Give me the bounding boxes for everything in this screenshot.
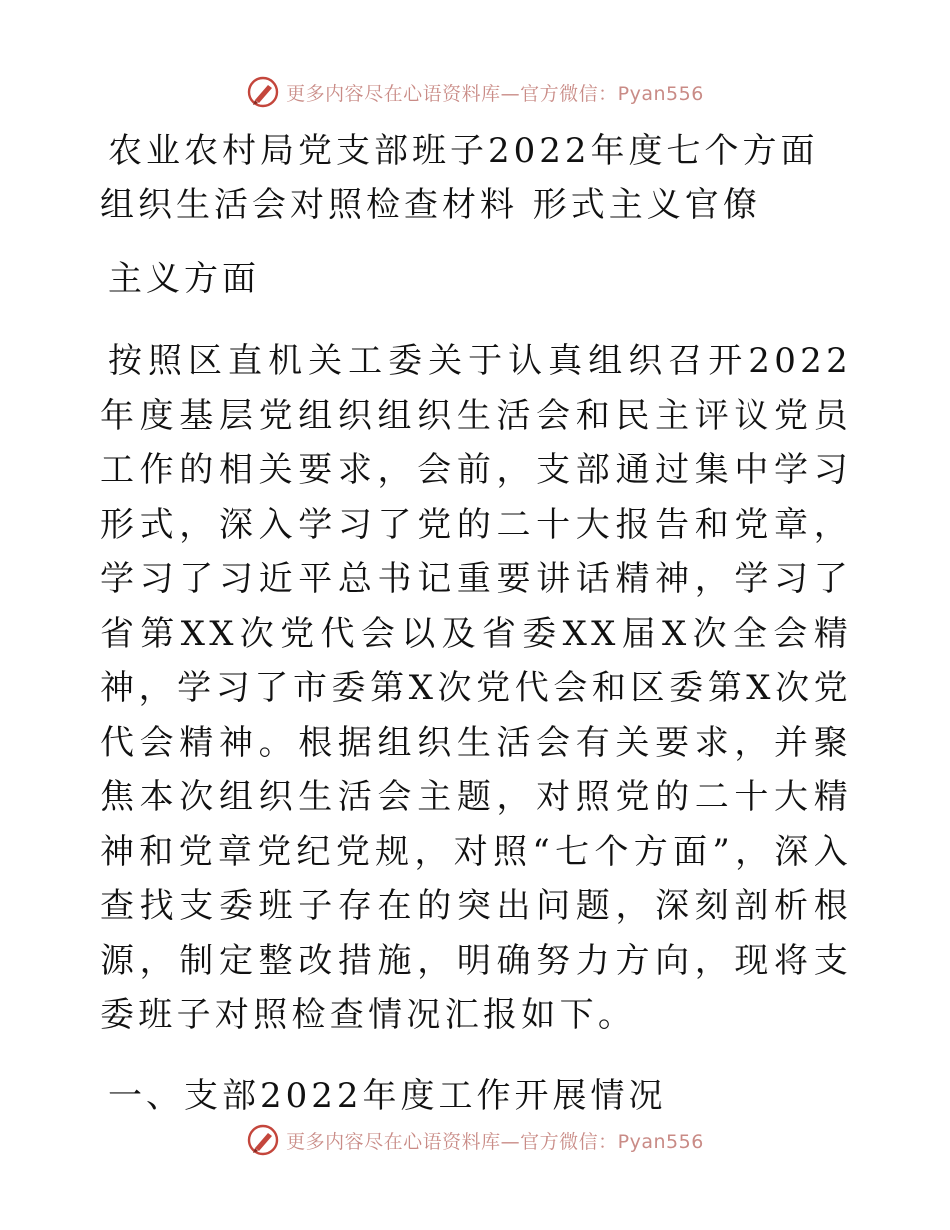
footer-watermark xyxy=(0,1120,950,1160)
watermark-text: 更多内容尽在心语资料库—官方微信：Pyan556 xyxy=(286,82,704,105)
body-paragraph: 按照区直机关工委关于认真组织召开2022年度基层党组织组织生活会和民主评议党员工作的相关要求，会前，支部通过集中学习形式，深入学习了党的二十大报告和党章，学习了习近平总书记重要讲话精神，学习了省第XX次党代会以及省委XX届X次全会精神，学习了市委第X次党代会和区委第X次党代会精神。根据组织生活会有关要求，并聚焦本次组织生活会主题，对照党的二十大精神和党章党纪党规，对照“七个方面”，深入查找支委班子存在的突出问题，深刻剖析根源，制定整改措施，明确努力方向，现将支委班子对照检查情况汇报如下。 xyxy=(100,341,852,1035)
header-watermark xyxy=(0,72,950,112)
pen-logo-icon xyxy=(246,75,280,109)
document-body xyxy=(100,124,852,1123)
document-subtitle: 主义方面 xyxy=(108,259,260,299)
pen-logo-icon xyxy=(246,1123,280,1157)
watermark-text: 更多内容尽在心语资料库—官方微信：Pyan556 xyxy=(286,1130,704,1153)
document-title: 农业农村局党支部班子2022年度七个方面组织生活会对照检查材料 形式主义官僚 xyxy=(100,131,819,225)
section-heading: 一、支部2022年度工作开展情况 xyxy=(108,1075,667,1116)
